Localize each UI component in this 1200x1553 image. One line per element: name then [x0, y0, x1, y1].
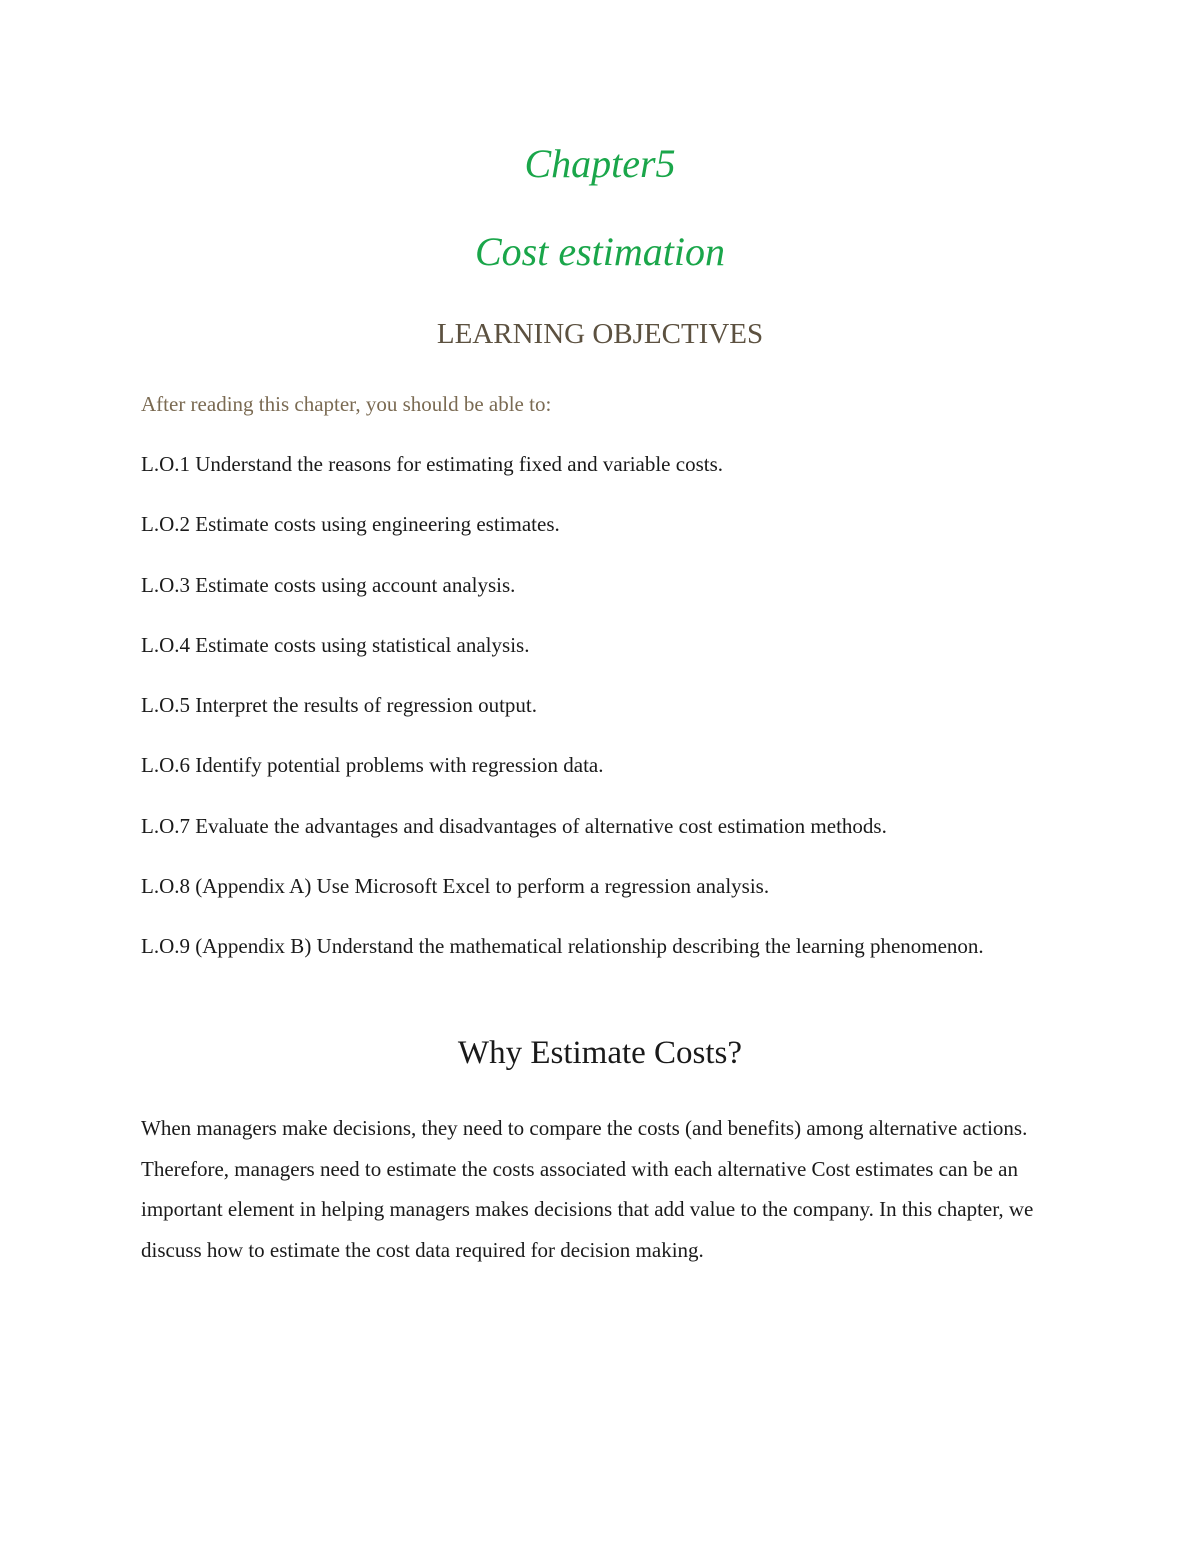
objective-item: L.O.9 (Appendix B) Understand the mathematical relationship describing the learning phenomenon.	[141, 934, 984, 959]
objectives-intro: After reading this chapter, you should be able to:	[141, 392, 552, 416]
objective-item: L.O.4 Estimate costs using statistical analysis.	[141, 632, 530, 657]
objective-item: L.O.5 Interpret the results of regression output.	[141, 693, 537, 718]
section-paragraph: When managers make decisions, they need to compare the costs (and benefits) among alternative actions. Therefore, managers need to estimate the costs associated with each alternative Cost estimates can be an important element in helping managers makes decisions that add value to the company. In this chapter, we discuss how to estimate the cost data required for decision making.	[141, 1116, 1034, 1262]
section-heading: Why Estimate Costs?	[457, 1035, 743, 1071]
chapter-title: Cost estimation	[474, 229, 726, 274]
objectives-list	[141, 450, 1059, 999]
objective-item: L.O.7 Evaluate the advantages and disadvantages of alternative cost estimation methods.	[141, 813, 887, 838]
objective-item: L.O.1 Understand the reasons for estimating fixed and variable costs.	[141, 452, 724, 476]
objective-item: L.O.8 (Appendix A) Use Microsoft Excel to perform a regression analysis.	[141, 874, 770, 899]
chapter-number: Chapter5	[524, 141, 676, 186]
objective-item: L.O.2 Estimate costs using engineering estimates.	[141, 512, 560, 537]
objective-item: L.O.3 Estimate costs using account analysis.	[141, 572, 516, 597]
objective-item: L.O.6 Identify potential problems with regression data.	[141, 753, 604, 778]
learning-objectives-heading: LEARNING OBJECTIVES	[436, 318, 764, 350]
